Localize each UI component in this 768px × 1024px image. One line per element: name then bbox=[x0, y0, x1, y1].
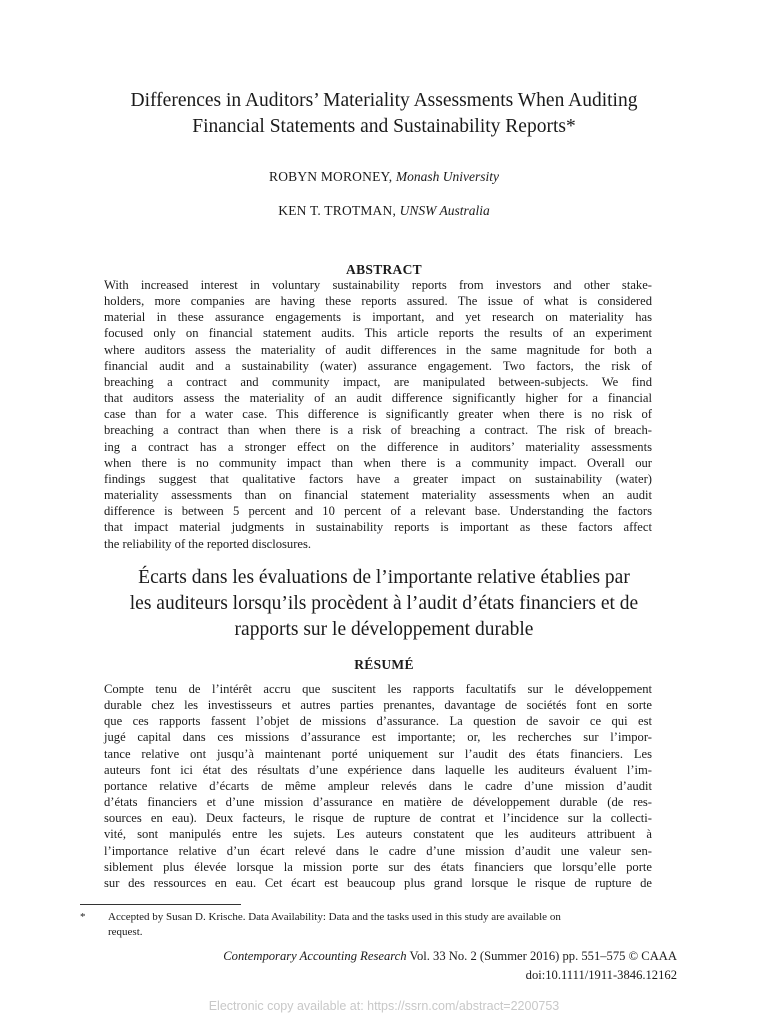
abstract-line: difference is between 5 percent and 10 percent of a relevant base. Understanding the factors bbox=[104, 504, 652, 519]
resume-line: l’importance relative d’un écart relevé dans le cadre d’une mission d’audit une valeur sen- bbox=[104, 843, 652, 858]
abstract-line: the reliability of the reported disclosures. bbox=[104, 536, 312, 551]
journal-details: Vol. 33 No. 2 (Summer 2016) pp. 551–575 © CAAA bbox=[409, 949, 677, 963]
footnote-text bbox=[108, 910, 678, 940]
resume-line: sur des ressources en eau. Cet écart est beaucoup plus grand lorsque le risque de rupture de bbox=[104, 875, 652, 890]
resume-line: d’états financiers et d’une mission d’assurance en matière de développement durable (de res- bbox=[104, 795, 652, 810]
french-title-line-2: les auditeurs lorsqu’ils procèdent à l’audit d’états financiers et de bbox=[129, 593, 639, 614]
resume-line: sources en eau). Deux facteurs, le risque de rupture de contrat et l’incidence sur la collecti- bbox=[104, 811, 652, 826]
author-1-affiliation: Monash University bbox=[395, 169, 499, 184]
resume-line: auteurs font ici état des résultats d’une expérience dans laquelle les auditeurs évaluent l’im- bbox=[104, 762, 652, 777]
paper-title bbox=[60, 88, 708, 140]
abstract-line: that auditors assess the materiality of an audit difference significantly higher for a financial bbox=[104, 391, 652, 406]
abstract-line: holders, more companies are having these reports assured. The issue of what is considered bbox=[104, 294, 652, 309]
doi: doi:10.1111/1911-3846.12162 bbox=[525, 968, 677, 982]
abstract-line: focused only on financial statement audits. This article reports the results of an experiment bbox=[104, 326, 652, 341]
abstract-line: when there is no community impact than when there is a community impact. Overall our bbox=[104, 455, 652, 470]
author-2 bbox=[60, 203, 708, 219]
french-title-line-3: rapports sur le développement durable bbox=[234, 619, 534, 640]
author-2-name: KEN T. TROTMAN, bbox=[278, 203, 397, 218]
resume-line: durable chez les investisseurs et autres parties prenantes, davantage de sociétés font en sorte bbox=[104, 698, 652, 713]
footnote-line-2: request. bbox=[108, 926, 143, 938]
journal-citation bbox=[223, 949, 677, 964]
author-2-affiliation: UNSW Australia bbox=[399, 203, 490, 218]
journal-name: Contemporary Accounting Research bbox=[223, 949, 407, 963]
footnote-divider bbox=[80, 904, 241, 905]
footnote-mark: * bbox=[80, 911, 86, 923]
french-title-line-1: Écarts dans les évaluations de l’importante relative établies par bbox=[138, 567, 630, 588]
abstract-line: With increased interest in voluntary sustainability reports from investors and other stake- bbox=[104, 278, 652, 292]
abstract-line: findings suggest that qualitative factors have a greater impact on sustainability (water) bbox=[104, 471, 652, 486]
abstract-line: materiality assessments than on financial statement materiality assessments when an audit bbox=[104, 488, 652, 503]
title-line-2: Financial Statements and Sustainability Reports* bbox=[192, 116, 576, 137]
french-title bbox=[60, 565, 708, 643]
author-1 bbox=[60, 169, 708, 185]
author-1-name: ROBYN MORONEY, bbox=[268, 169, 393, 184]
abstract-line: where auditors assess the materiality of audit differences in the same magnitude for both a bbox=[104, 342, 652, 357]
resume-line: jugé capital dans ces missions d’assurance est importante; or, les recherches sur l’impor- bbox=[104, 730, 652, 745]
abstract-line: breaching a contract than when there is a risk of breaching a contract. The risk of breach- bbox=[104, 423, 652, 438]
resume-line: portance relative d’écarts de même ampleur relevés dans le cadre d’une mission d’audit bbox=[104, 778, 652, 793]
abstract-heading: ABSTRACT bbox=[346, 262, 422, 277]
abstract-line: material in these assurance engagements is important, and yet research on materiality has bbox=[104, 310, 652, 325]
resume-heading: RÉSUMÉ bbox=[354, 657, 414, 672]
resume-line: que ces rapports fassent l’objet de missions d’assurance. La question de savoir ce qui est bbox=[104, 714, 652, 729]
resume-body bbox=[104, 681, 652, 891]
resume-line: vité, sont manipulés entre les sujets. Les auteurs constatent que les auditeurs attribuent à bbox=[104, 827, 652, 842]
abstract-line: breaching a contract and community impact, are manipulated between-subjects. We find bbox=[104, 374, 652, 389]
abstract-line: ing a contract has a stronger effect on the difference in auditors’ materiality assessments bbox=[104, 439, 652, 454]
abstract-line: that impact material judgments in sustainability reports is important as these factors affect bbox=[104, 520, 652, 535]
ssrn-notice: Electronic copy available at: https://ssrn.com/abstract=2200753 bbox=[208, 999, 560, 1013]
abstract-line: case than for a water case. This difference is significantly greater when there is no risk of bbox=[104, 407, 652, 422]
resume-line: Compte tenu de l’intérêt accru que suscitent les rapports facultatifs sur le développement bbox=[104, 682, 652, 696]
resume-line: tance relative ont jusqu’à maintenant porté uniquement sur l’audit des états financiers. Les bbox=[104, 746, 652, 761]
footnote-line-1: Accepted by Susan D. Krische. Data Availability: Data and the tasks used in this study are available on bbox=[108, 911, 561, 923]
title-line-1: Differences in Auditors’ Materiality Assessments When Auditing bbox=[130, 90, 638, 111]
resume-line: siblement plus élevée lorsque la mission porte sur des états financiers que lorsqu’elle porte bbox=[104, 859, 652, 874]
abstract-body bbox=[104, 277, 652, 552]
abstract-line: financial audit and a sustainability (water) assurance engagement. Two factors, the risk of bbox=[104, 358, 652, 373]
